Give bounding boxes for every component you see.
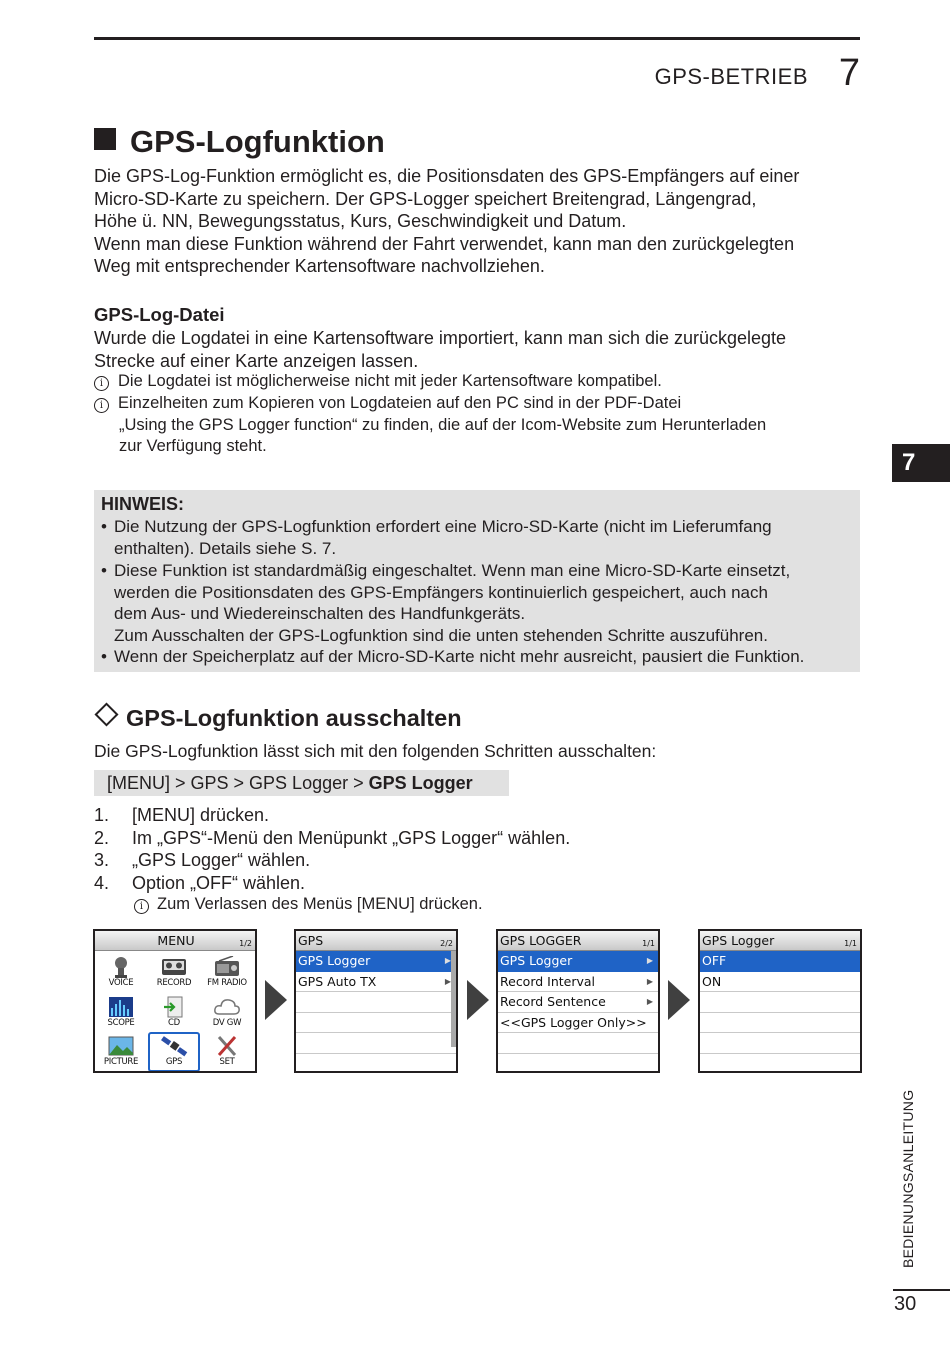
chevron-right-icon: ▶ [646, 976, 653, 986]
screen-list-item-empty [700, 1054, 860, 1074]
chevron-right-icon: ▶ [444, 976, 451, 986]
page-number-rule [893, 1289, 950, 1291]
subsection-intro: Die GPS-Logfunktion lässt sich mit den folgenden Schritten ausschalten: [94, 741, 657, 761]
menu-item-record[interactable] [148, 953, 200, 993]
menu-item-label: SCOPE [107, 1018, 135, 1028]
hinweis-bullet-3 [101, 646, 857, 668]
step-text: [MENU] drücken. [132, 805, 270, 825]
bullet-text: enthalten). Details siehe S. 7. [114, 538, 337, 558]
chevron-right-icon: ▶ [646, 997, 653, 1006]
bullet-text: Diese Funktion ist standardmäßig eingeschaltet. Wenn man eine Micro-SD-Karte einsetzt, [114, 561, 791, 580]
menu-path-target: GPS Logger [368, 773, 473, 793]
menu-item-label: RECORD [156, 978, 192, 988]
top-rule [94, 37, 860, 40]
menu-item-dv-gw[interactable] [201, 993, 253, 1033]
step-note-text: Zum Verlassen des Menüs [MENU] drücken. [157, 895, 483, 913]
menu-item-label: PICTURE [103, 1057, 139, 1067]
section-title-text: GPS-Logfunktion [130, 124, 385, 159]
menu-item-cd[interactable] [148, 993, 200, 1033]
screen-item-label: OFF [702, 953, 727, 968]
screen-page: 1/2 [239, 939, 252, 948]
tools-icon [213, 1035, 241, 1057]
menu-item-picture[interactable] [95, 1032, 147, 1072]
right-arrow-icon [467, 980, 489, 1020]
info-note-1 [94, 371, 864, 393]
screen-title-bar [296, 931, 456, 951]
satellite-icon [160, 1035, 188, 1057]
screen-title: GPS LOGGER [500, 933, 582, 948]
bullet-text: werden die Positionsdaten des GPS-Empfängers kontinuierlich gespeichert, auch nach [114, 582, 768, 602]
chapter-title: GPS-BETRIEB [654, 64, 808, 89]
intro-paragraph [94, 165, 864, 278]
log-file-line: Strecke auf einer Karte anzeigen lassen. [94, 350, 419, 371]
manual-side-label: BEDIENUNGSANLEITUNG [900, 1089, 916, 1268]
info-note-2 [94, 393, 864, 458]
spectrum-scope-icon [107, 996, 135, 1018]
screen-menu [93, 929, 257, 1073]
screen-page: 1/1 [642, 939, 655, 948]
chevron-right-icon: ▶ [444, 956, 451, 965]
info-note-text: Die Logdatei ist möglicherweise nicht mit jeder Kartensoftware kompatibel. [118, 372, 662, 390]
screen-list-item-empty [700, 992, 860, 1013]
bullet-text: Die Nutzung der GPS-Logfunktion erfordert eine Micro-SD-Karte (nicht im Lieferumfang [114, 517, 772, 536]
intro-line: Höhe ü. NN, Bewegungsstatus, Kurs, Geschwindigkeit und Datum. [94, 211, 627, 232]
right-arrow-icon [668, 980, 690, 1020]
screen-list-item-empty [296, 1013, 456, 1034]
bullet-mark: • [101, 647, 107, 666]
intro-line: Wenn man diese Funktion während der Fahrt verwendet, kann man den zurückgelegten [94, 233, 795, 254]
info-note-text: „Using the GPS Logger function“ zu finden, die auf der Icom-Website zum Herunterladen [119, 415, 767, 434]
menu-item-label: VOICE [108, 978, 134, 988]
chapter-side-tab: 7 [892, 444, 950, 482]
microphone-icon [107, 956, 135, 978]
step-text: „GPS Logger“ wählen. [132, 850, 311, 870]
step-number: 3. [94, 850, 110, 870]
chapter-number: 7 [838, 52, 860, 94]
screen-list-item-empty [498, 1033, 658, 1054]
subsection-title-text: GPS-Logfunktion ausschalten [126, 705, 462, 731]
scrollbar-thumb[interactable] [451, 951, 456, 1047]
screen-title-bar [498, 931, 658, 951]
step-text: Option „OFF“ wählen. [132, 872, 306, 893]
hinweis-title: HINWEIS: [101, 494, 184, 514]
picture-icon [107, 1035, 135, 1057]
subsection-title [94, 705, 462, 732]
screen-list-item[interactable] [498, 992, 658, 1013]
screen-list-item-empty [700, 1033, 860, 1054]
screen-list-item-selected[interactable] [296, 951, 456, 972]
screen-list-item-empty [498, 1054, 658, 1074]
screen-title: MENU [157, 933, 195, 948]
menu-path [94, 770, 509, 796]
screen-title: GPS Logger [702, 933, 775, 948]
menu-item-label: CD [168, 1018, 180, 1028]
menu-item-label: GPS [165, 1057, 183, 1067]
bullet-text: dem Aus- und Wiedereinschalten des Handfunkgeräts. [114, 604, 526, 624]
screen-item-label: GPS Auto TX [298, 973, 377, 989]
bullet-text: Wenn der Speicherplatz auf der Micro-SD-Karte nicht mehr ausreicht, pausiert die Funktion. [114, 647, 805, 666]
log-file-line: Wurde die Logdatei in eine Kartensoftware importiert, kann man sich die zurückgelegte [94, 328, 787, 348]
screen-item-label: <<GPS Logger Only>> [500, 1014, 647, 1030]
bullet-mark: • [101, 517, 107, 536]
menu-item-label: SET [219, 1057, 235, 1067]
info-icon: i [94, 398, 109, 413]
diamond-icon [94, 702, 118, 726]
step-number: 2. [94, 827, 110, 848]
menu-item-fm-radio[interactable] [201, 953, 253, 993]
hinweis-box [94, 490, 860, 672]
screen-list-item-empty [700, 1013, 860, 1034]
square-bullet-icon [94, 128, 116, 150]
menu-item-label: DV GW [212, 1018, 242, 1028]
tape-recorder-icon [160, 956, 188, 978]
screen-gps-logger [496, 929, 660, 1073]
screen-title-bar [700, 931, 860, 951]
right-arrow-icon [265, 980, 287, 1020]
screen-list-item[interactable] [498, 1013, 658, 1034]
screen-list-item[interactable] [498, 972, 658, 993]
section-title [94, 124, 385, 160]
menu-item-gps[interactable] [148, 1032, 200, 1072]
menu-item-set[interactable] [201, 1032, 253, 1072]
screen-list-item-empty [296, 1033, 456, 1054]
log-file-paragraph [94, 327, 864, 372]
screen-list-item-selected[interactable] [700, 951, 860, 972]
step-text: Im „GPS“-Menü den Menüpunkt „GPS Logger“ wählen. [132, 827, 571, 848]
screen-list-item[interactable] [700, 972, 860, 993]
screen-item-label: Record Sentence [500, 994, 606, 1009]
intro-line: Micro-SD-Karte zu speichern. Der GPS-Logger speichert Breitengrad, Längengrad, [94, 188, 757, 209]
screen-page: 2/2 [440, 939, 453, 948]
screen-item-label: Record Interval [500, 973, 596, 989]
page-number: 30 [894, 1293, 917, 1315]
menu-path-prefix: [MENU] > GPS > GPS Logger > [107, 773, 369, 793]
clone-data-icon [160, 996, 188, 1018]
screen-item-label: ON [702, 973, 722, 989]
log-file-heading: GPS-Log-Datei [94, 304, 225, 325]
menu-item-label: FM RADIO [207, 978, 247, 988]
screen-item-label: GPS Logger [500, 953, 573, 968]
step-number: 4. [94, 872, 110, 893]
bullet-text: Zum Ausschalten der GPS-Logfunktion sind die unten stehenden Schritte auszuführen. [114, 625, 768, 645]
chevron-right-icon: ▶ [646, 956, 653, 965]
screen-list-item[interactable] [296, 972, 456, 993]
cloud-icon [213, 996, 241, 1018]
step-note [134, 895, 483, 914]
menu-item-voice[interactable] [95, 953, 147, 993]
info-note-text: zur Verfügung steht. [119, 437, 267, 455]
hinweis-bullet-1 [101, 516, 857, 559]
intro-line: Weg mit entsprechender Kartensoftware nachvollziehen. [94, 256, 545, 277]
screen-title: GPS [298, 933, 324, 948]
intro-line: Die GPS-Log-Funktion ermöglicht es, die Positionsdaten des GPS-Empfängers auf einer [94, 166, 800, 186]
menu-item-scope[interactable] [95, 993, 147, 1033]
bullet-mark: • [101, 561, 107, 580]
step-number: 1. [94, 805, 110, 825]
info-icon: i [94, 376, 109, 391]
screen-item-label: GPS Logger [298, 953, 371, 968]
screen-list-item-empty [296, 992, 456, 1013]
hinweis-bullet-2 [101, 560, 857, 646]
radio-icon [213, 956, 241, 978]
info-note-text: Einzelheiten zum Kopieren von Logdateien auf den PC sind in der PDF-Datei [118, 394, 682, 412]
screen-gps-logger-option [698, 929, 862, 1073]
info-icon: i [134, 899, 149, 914]
screen-list-item-selected[interactable] [498, 951, 658, 972]
screen-page: 1/1 [844, 939, 857, 948]
screen-list-item-empty [296, 1054, 456, 1074]
screen-title-bar [95, 931, 255, 951]
screen-gps [294, 929, 458, 1073]
